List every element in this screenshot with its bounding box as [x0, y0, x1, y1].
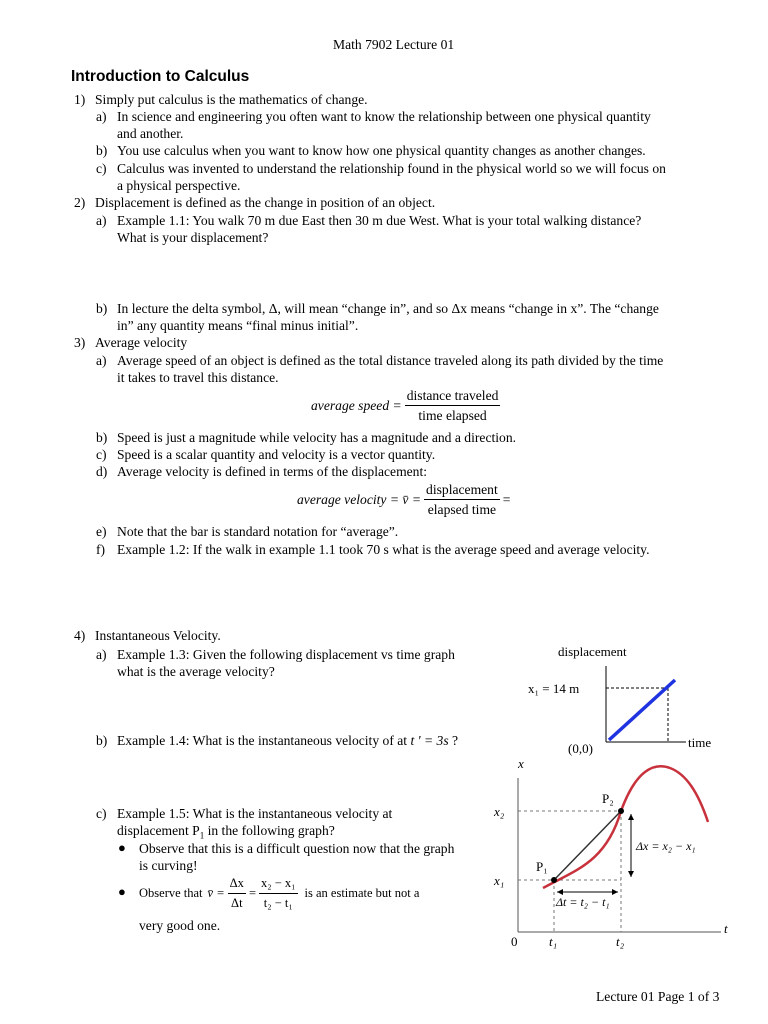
graph2-dt-arrowhead-right: [612, 889, 618, 895]
s4a-line1: Example 1.3: Given the following displacement vs time graph: [117, 647, 455, 662]
page-footer: Lecture 01 Page 1 of 3: [596, 989, 720, 1004]
graph2-dx-arrowhead-bottom: [628, 871, 634, 877]
graph2-point-p1: [551, 877, 557, 883]
graph2-t2-label: t₂: [616, 934, 625, 949]
s3e-label: e): [96, 524, 107, 539]
graph2-point-p2: [618, 808, 624, 814]
s3a-line2: it takes to travel this distance.: [117, 370, 279, 385]
graph2-dx-label: Δx = x₂ − x₁: [636, 839, 696, 853]
bullet2-vbar: v̄ =: [207, 886, 225, 900]
s4b-end: ?: [452, 733, 459, 748]
graph2-p1-label: P₁: [536, 859, 548, 874]
s4c-label: c): [96, 806, 107, 821]
s2b-line2: in” any quantity means “final minus initial”.: [117, 318, 359, 333]
graph2-zero-label: 0: [511, 934, 518, 949]
curve-graph: [486, 752, 738, 960]
s2-number: 2): [74, 195, 86, 210]
s3c-label: c): [96, 447, 107, 462]
s4a-label: a): [96, 647, 107, 662]
bullet2-num2: x₂ − x₁: [259, 875, 298, 894]
s2a-line1: Example 1.1: You walk 70 m due East then 30 m due West. What is your total walking distance?: [117, 213, 642, 228]
s2a-label: a): [96, 213, 107, 228]
s3-text: Average velocity: [95, 335, 188, 350]
s2a-line2: What is your displacement?: [117, 230, 269, 245]
graph1-data-line: [609, 680, 675, 740]
formula2-lhs: average velocity = v̄ =: [297, 491, 422, 507]
s1a-label: a): [96, 109, 107, 124]
s4-text: Instantaneous Velocity.: [95, 628, 221, 643]
graph1-origin: (0,0): [568, 741, 593, 756]
bullet2-suffix: is an estimate but not a: [304, 886, 420, 900]
page-title: Introduction to Calculus: [71, 68, 250, 85]
s1a-line1: In science and engineering you often want to know the relationship between one physical quantity: [117, 109, 651, 124]
s3a-label: a): [96, 353, 107, 368]
s3-number: 3): [74, 335, 86, 350]
s1a-line2: and another.: [117, 126, 184, 141]
formula2-numerator: displacement: [424, 481, 500, 500]
bullet2-equals: =: [248, 886, 256, 900]
s1c-label: c): [96, 161, 107, 176]
bullet1-line1: Observe that this is a difficult question now that the graph: [139, 841, 455, 856]
graph2-dt-label: Δt = t₂ − t₁: [556, 895, 610, 909]
s2b-label: b): [96, 301, 108, 316]
s4c-sub: 1: [199, 830, 205, 841]
s3b-label: b): [96, 430, 108, 445]
s4b-text: Example 1.4: What is the instantaneous velocity of at: [117, 733, 408, 748]
s3c-line1: Speed is a scalar quantity and velocity is a vector quantity.: [117, 447, 436, 462]
s4-number: 4): [74, 628, 86, 643]
bullet2-den1: Δt: [231, 896, 243, 910]
formula1-lhs: average speed =: [311, 397, 402, 413]
s4c-line2-text: displacement P: [117, 823, 200, 838]
s3f-line1: Example 1.2: If the walk in example 1.1 took 70 s what is the average speed and average velocity.: [117, 542, 650, 557]
s1c-line2: a physical perspective.: [117, 178, 241, 193]
bullet2-den2: t₂ − t₁: [263, 896, 293, 910]
bullet1-line2: is curving!: [139, 858, 198, 873]
graph1-x-label: time: [688, 735, 712, 750]
graph2-x2-label: x₂: [494, 804, 505, 819]
formula1-denominator: time elapsed: [418, 408, 487, 423]
s1b-label: b): [96, 143, 108, 158]
s3e-line1: Note that the bar is standard notation for “average”.: [117, 524, 399, 539]
s3d-line1: Average velocity is defined in terms of the displacement:: [117, 464, 428, 479]
s4a-line2: what is the average velocity?: [117, 664, 275, 679]
bullet2-line2: very good one.: [139, 918, 221, 933]
graph2-x1-label: x₁: [494, 873, 505, 888]
formula2-equals: =: [502, 491, 511, 507]
bullet2-prefix: Observe that: [139, 886, 203, 900]
bullet2-formula: [139, 875, 419, 912]
s4b-line1: [117, 732, 458, 749]
average-velocity-formula: [297, 481, 510, 518]
graph1-x1-label: x₁ = 14 m: [528, 681, 580, 696]
graph2-t1-label: t₁: [549, 934, 558, 949]
s4b-math: t ' = 3s: [410, 733, 449, 748]
graph2-dx-arrowhead-top: [628, 814, 634, 820]
graph2-curve: [543, 766, 708, 888]
average-speed-formula: [311, 387, 503, 424]
s4c-line1: Example 1.5: What is the instantaneous velocity at: [117, 806, 393, 821]
s1b-line1: You use calculus when you want to know how one physical quantity changes as another changes.: [117, 143, 646, 158]
graph2-x-axis-label: x: [518, 756, 524, 771]
formula2-denominator: elapsed time: [427, 502, 497, 517]
bullet-dot-1: ●: [118, 840, 126, 855]
graph2-secant-line: [554, 811, 621, 880]
s2b-line1: In lecture the delta symbol, Δ, will mean “change in”, and so Δx means “change in x”. The “change: [117, 301, 659, 316]
s4c-line2-end: in the following graph?: [204, 823, 335, 838]
s3d-label: d): [96, 464, 108, 479]
s3a-line1: Average speed of an object is defined as the total distance traveled along its path divided by the time: [117, 353, 664, 368]
s1c-line1: Calculus was invented to understand the relationship found in the physical world so we will focus on: [117, 161, 666, 176]
s3f-label: f): [96, 542, 106, 557]
s3b-line1: Speed is just a magnitude while velocity has a magnitude and a direction.: [117, 430, 517, 445]
graph2-t-axis-label: t: [724, 921, 728, 936]
bullet-dot-2: ●: [118, 884, 126, 899]
bullet2-num1: Δx: [228, 875, 246, 894]
s1-text: Simply put calculus is the mathematics of change.: [95, 92, 368, 107]
s2-text: Displacement is defined as the change in position of an object.: [95, 195, 436, 210]
s1-number: 1): [74, 92, 86, 107]
page-header: Math 7902 Lecture 01: [333, 37, 455, 52]
formula1-numerator: distance traveled: [405, 387, 501, 406]
graph2-p2-label: P₂: [602, 791, 614, 806]
graph1-y-label: displacement: [558, 644, 627, 659]
displacement-time-graph: [500, 640, 730, 770]
s4b-label: b): [96, 733, 108, 748]
